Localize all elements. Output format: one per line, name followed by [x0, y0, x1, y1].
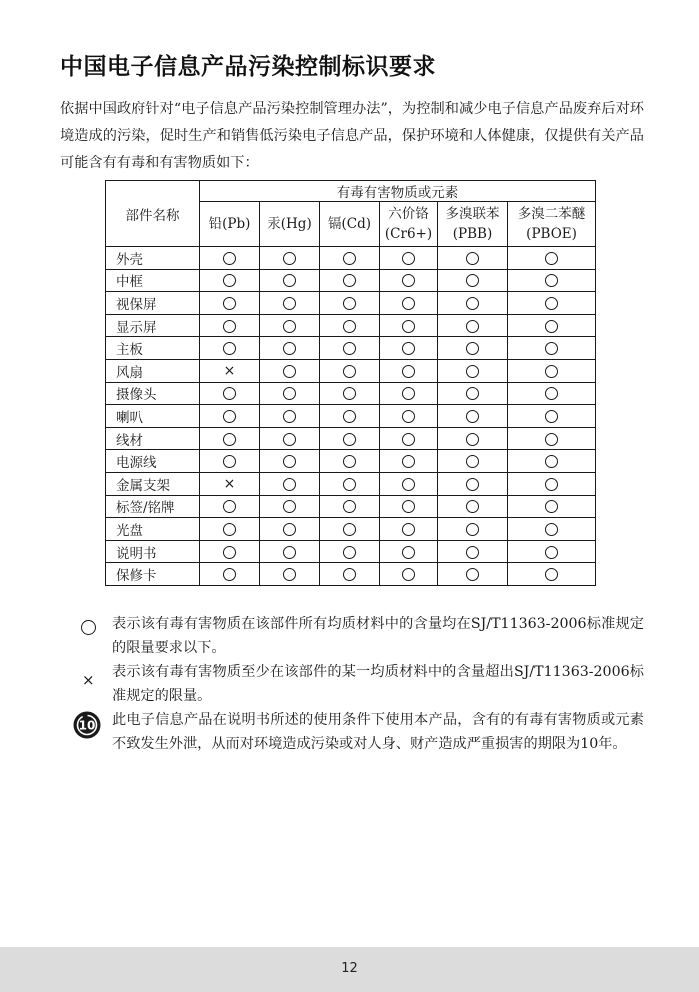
- mark-cell: [380, 518, 438, 541]
- circle-mark-icon: [223, 297, 236, 310]
- mark-cell: [438, 292, 508, 315]
- substance-formula: (Cr6+): [384, 226, 433, 242]
- part-name-cell: 喇叭: [106, 405, 200, 428]
- table-row: [106, 450, 596, 473]
- substance-header: [438, 202, 508, 247]
- circle-mark-icon: [283, 252, 296, 265]
- mark-cell: [320, 540, 380, 563]
- table-row: [106, 540, 596, 563]
- circle-mark-icon: [343, 252, 356, 265]
- environment-protection-use-period-icon: [72, 710, 102, 740]
- mark-cell: [438, 337, 508, 360]
- table-row: [106, 405, 596, 428]
- substance-header: [200, 202, 260, 247]
- part-name-cell: 标签/铭牌: [106, 495, 200, 518]
- substance-name: 多溴联苯: [445, 206, 500, 222]
- circle-mark-icon: [223, 320, 236, 333]
- legend-epu-text: 此电子信息产品在说明书所述的使用条件下使用本产品，含有的有毒有害物质或元素不致发生外泄，从而对环境造成污染或对人身、财产造成严重损害的期限为10年。: [112, 712, 644, 752]
- circle-mark-icon: [402, 478, 415, 491]
- circle-mark-icon: [545, 500, 558, 513]
- circle-symbol-icon: [81, 620, 96, 635]
- part-name-cell: 摄像头: [106, 382, 200, 405]
- mark-cell: [438, 427, 508, 450]
- mark-cell: [260, 472, 320, 495]
- mark-cell: [380, 337, 438, 360]
- mark-cell: [200, 563, 260, 586]
- circle-mark-icon: [402, 274, 415, 287]
- circle-mark-icon: [223, 387, 236, 400]
- circle-mark-icon: [223, 410, 236, 423]
- mark-cell: [380, 269, 438, 292]
- cross-mark-icon: ×: [223, 475, 236, 492]
- circle-mark-icon: [283, 523, 296, 536]
- mark-cell: [260, 382, 320, 405]
- mark-cell: [260, 518, 320, 541]
- mark-cell: [200, 450, 260, 473]
- mark-cell: [320, 314, 380, 337]
- mark-cell: [320, 472, 380, 495]
- mark-cell: [508, 472, 596, 495]
- circle-mark-icon: [545, 478, 558, 491]
- mark-cell: [200, 359, 260, 382]
- mark-cell: [380, 247, 438, 270]
- circle-mark-icon: [223, 500, 236, 513]
- circle-mark-icon: [343, 410, 356, 423]
- mark-cell: [200, 292, 260, 315]
- mark-cell: [320, 292, 380, 315]
- substance-header: [260, 202, 320, 247]
- circle-mark-icon: [343, 365, 356, 378]
- mark-cell: [438, 405, 508, 428]
- circle-mark-icon: [402, 297, 415, 310]
- legend-circle-text: 表示该有毒有害物质在该部件所有均质材料中的含量均在SJ/T11363-2006标准规定的限量要求以下。: [112, 616, 644, 656]
- circle-mark-icon: [223, 568, 236, 581]
- circle-mark-icon: [545, 365, 558, 378]
- part-name-cell: 保修卡: [106, 563, 200, 586]
- mark-cell: [438, 359, 508, 382]
- mark-cell: [320, 269, 380, 292]
- part-name-cell: 视保屏: [106, 292, 200, 315]
- table-row: [106, 292, 596, 315]
- table-row: [106, 314, 596, 337]
- circle-mark-icon: [402, 410, 415, 423]
- mark-cell: [380, 450, 438, 473]
- mark-cell: [320, 495, 380, 518]
- circle-mark-icon: [283, 365, 296, 378]
- mark-cell: [508, 269, 596, 292]
- circle-mark-icon: [343, 455, 356, 468]
- mark-cell: [438, 247, 508, 270]
- circle-mark-icon: [283, 342, 296, 355]
- table-row: [106, 359, 596, 382]
- circle-mark-icon: [545, 320, 558, 333]
- circle-mark-icon: [466, 523, 479, 536]
- circle-mark-icon: [545, 297, 558, 310]
- mark-cell: [380, 472, 438, 495]
- circle-mark-icon: [283, 297, 296, 310]
- circle-mark-icon: [343, 523, 356, 536]
- mark-cell: [438, 382, 508, 405]
- mark-cell: [320, 337, 380, 360]
- circle-mark-icon: [545, 546, 558, 559]
- circle-mark-icon: [466, 500, 479, 513]
- mark-cell: [438, 518, 508, 541]
- circle-mark-icon: [283, 546, 296, 559]
- circle-mark-icon: [545, 433, 558, 446]
- circle-mark-icon: [223, 546, 236, 559]
- circle-mark-icon: [343, 478, 356, 491]
- circle-mark-icon: [402, 320, 415, 333]
- mark-cell: [380, 405, 438, 428]
- cross-symbol-icon: ×: [82, 671, 95, 689]
- circle-mark-icon: [283, 455, 296, 468]
- part-name-cell: 光盘: [106, 518, 200, 541]
- substance-header: [508, 202, 596, 247]
- circle-mark-icon: [402, 387, 415, 400]
- circle-mark-icon: [402, 500, 415, 513]
- circle-mark-icon: [223, 274, 236, 287]
- legend-circle: [60, 612, 644, 660]
- mark-cell: [380, 359, 438, 382]
- mark-cell: [380, 495, 438, 518]
- circle-mark-icon: [466, 274, 479, 287]
- part-name-cell: 风扇: [106, 359, 200, 382]
- circle-mark-icon: [343, 568, 356, 581]
- circle-mark-icon: [283, 387, 296, 400]
- mark-cell: [200, 427, 260, 450]
- part-name-cell: 金属支架: [106, 472, 200, 495]
- part-name-cell: 线材: [106, 427, 200, 450]
- epu-period-number: 10: [78, 718, 96, 733]
- mark-cell: [260, 427, 320, 450]
- circle-mark-icon: [466, 387, 479, 400]
- circle-mark-icon: [402, 546, 415, 559]
- legend-cross: [60, 660, 644, 708]
- circle-mark-icon: [402, 342, 415, 355]
- circle-mark-icon: [343, 500, 356, 513]
- mark-cell: [508, 495, 596, 518]
- circle-mark-icon: [283, 433, 296, 446]
- circle-mark-icon: [466, 455, 479, 468]
- mark-cell: [260, 450, 320, 473]
- circle-mark-icon: [223, 455, 236, 468]
- table-row: [106, 472, 596, 495]
- mark-cell: [320, 518, 380, 541]
- circle-mark-icon: [343, 387, 356, 400]
- circle-mark-icon: [343, 546, 356, 559]
- circle-mark-icon: [466, 568, 479, 581]
- mark-cell: [200, 337, 260, 360]
- circle-mark-icon: [283, 274, 296, 287]
- mark-cell: [380, 314, 438, 337]
- circle-mark-icon: [223, 342, 236, 355]
- table-row: [106, 563, 596, 586]
- table-row: [106, 269, 596, 292]
- mark-cell: [438, 540, 508, 563]
- mark-cell: [320, 247, 380, 270]
- mark-cell: [200, 269, 260, 292]
- circle-mark-icon: [223, 433, 236, 446]
- mark-cell: [260, 269, 320, 292]
- mark-cell: [200, 314, 260, 337]
- circle-mark-icon: [343, 320, 356, 333]
- circle-mark-icon: [223, 252, 236, 265]
- substance-name: 多溴二苯醚: [517, 206, 586, 222]
- mark-cell: [380, 563, 438, 586]
- mark-cell: [508, 427, 596, 450]
- circle-mark-icon: [545, 274, 558, 287]
- circle-mark-icon: [466, 365, 479, 378]
- mark-cell: [260, 405, 320, 428]
- circle-mark-icon: [402, 523, 415, 536]
- circle-mark-icon: [466, 478, 479, 491]
- table-row: [106, 337, 596, 360]
- mark-cell: [380, 540, 438, 563]
- substance-header: [380, 202, 438, 247]
- mark-cell: [508, 337, 596, 360]
- circle-mark-icon: [343, 433, 356, 446]
- circle-mark-icon: [283, 410, 296, 423]
- mark-cell: [260, 563, 320, 586]
- mark-cell: [200, 518, 260, 541]
- part-name-cell: 主板: [106, 337, 200, 360]
- circle-mark-icon: [545, 410, 558, 423]
- mark-cell: [200, 540, 260, 563]
- circle-mark-icon: [402, 433, 415, 446]
- mark-cell: [438, 563, 508, 586]
- part-name-cell: 外壳: [106, 247, 200, 270]
- mark-cell: [438, 314, 508, 337]
- circle-mark-icon: [223, 523, 236, 536]
- mark-cell: [320, 382, 380, 405]
- mark-cell: [438, 269, 508, 292]
- circle-mark-icon: [343, 297, 356, 310]
- part-name-header: 部件名称: [106, 181, 200, 247]
- table-row: [106, 495, 596, 518]
- substance-group-header: 有毒有害物质或元素: [200, 181, 596, 202]
- mark-cell: [200, 247, 260, 270]
- mark-cell: [200, 495, 260, 518]
- circle-mark-icon: [466, 410, 479, 423]
- mark-cell: [320, 450, 380, 473]
- circle-mark-icon: [402, 568, 415, 581]
- mark-cell: [260, 495, 320, 518]
- circle-mark-icon: [402, 252, 415, 265]
- substance-name: 六价铬: [388, 206, 429, 222]
- circle-mark-icon: [545, 387, 558, 400]
- mark-cell: [260, 314, 320, 337]
- legend-epu: [60, 708, 644, 756]
- circle-mark-icon: [343, 274, 356, 287]
- circle-mark-icon: [402, 455, 415, 468]
- circle-mark-icon: [283, 320, 296, 333]
- mark-cell: [260, 292, 320, 315]
- footer-bar: [0, 947, 699, 992]
- substance-name: 汞(Hg): [267, 216, 312, 232]
- circle-mark-icon: [283, 568, 296, 581]
- mark-cell: [260, 247, 320, 270]
- cross-mark-icon: ×: [223, 362, 236, 379]
- circle-mark-icon: [545, 568, 558, 581]
- mark-cell: [200, 382, 260, 405]
- mark-cell: [320, 405, 380, 428]
- table-row: [106, 247, 596, 270]
- circle-mark-icon: [466, 546, 479, 559]
- part-name-cell: 电源线: [106, 450, 200, 473]
- mark-cell: [200, 472, 260, 495]
- page-title: 中国电子信息产品污染控制标识要求: [60, 54, 436, 80]
- page-number: 12: [341, 961, 358, 976]
- substance-header: [320, 202, 380, 247]
- intro-paragraph: 依据中国政府针对“电子信息产品污染控制管理办法”，为控制和减少电子信息产品废弃后对环境造成的污染，促时生产和销售低污染电子信息产品，保护环境和人体健康，仅提供有关产品可能含有有毒和有害物质如下：: [60, 101, 644, 171]
- mark-cell: [320, 359, 380, 382]
- circle-mark-icon: [283, 478, 296, 491]
- mark-cell: [260, 359, 320, 382]
- circle-mark-icon: [402, 365, 415, 378]
- mark-cell: [320, 427, 380, 450]
- mark-cell: [508, 540, 596, 563]
- mark-cell: [508, 247, 596, 270]
- table-row: [106, 427, 596, 450]
- mark-cell: [260, 337, 320, 360]
- circle-mark-icon: [343, 342, 356, 355]
- table-row: [106, 518, 596, 541]
- circle-mark-icon: [545, 523, 558, 536]
- substance-name: 铅(Pb): [208, 216, 251, 232]
- circle-mark-icon: [466, 342, 479, 355]
- substance-formula: (PBB): [452, 226, 493, 242]
- mark-cell: [508, 450, 596, 473]
- mark-cell: [508, 292, 596, 315]
- part-name-cell: 显示屏: [106, 314, 200, 337]
- hazardous-substance-table: [105, 180, 596, 586]
- mark-cell: [380, 382, 438, 405]
- part-name-cell: 中框: [106, 269, 200, 292]
- circle-mark-icon: [466, 252, 479, 265]
- circle-mark-icon: [466, 297, 479, 310]
- legend-cross-text: 表示该有毒有害物质至少在该部件的某一均质材料中的含量超出SJ/T11363-2006标准规定的限量。: [112, 664, 644, 704]
- mark-cell: [320, 563, 380, 586]
- mark-cell: [200, 405, 260, 428]
- substance-name: 镉(Cd): [327, 216, 371, 232]
- substance-formula: (PBOE): [526, 226, 577, 242]
- circle-mark-icon: [545, 252, 558, 265]
- mark-cell: [508, 359, 596, 382]
- mark-cell: [508, 563, 596, 586]
- table-row: [106, 382, 596, 405]
- mark-cell: [508, 405, 596, 428]
- mark-cell: [438, 450, 508, 473]
- mark-cell: [438, 495, 508, 518]
- circle-mark-icon: [466, 320, 479, 333]
- mark-cell: [438, 472, 508, 495]
- part-name-cell: 说明书: [106, 540, 200, 563]
- mark-cell: [508, 314, 596, 337]
- circle-mark-icon: [283, 500, 296, 513]
- mark-cell: [260, 540, 320, 563]
- mark-cell: [380, 292, 438, 315]
- mark-cell: [508, 518, 596, 541]
- circle-mark-icon: [545, 342, 558, 355]
- circle-mark-icon: [466, 433, 479, 446]
- circle-mark-icon: [545, 455, 558, 468]
- mark-cell: [508, 382, 596, 405]
- mark-cell: [380, 427, 438, 450]
